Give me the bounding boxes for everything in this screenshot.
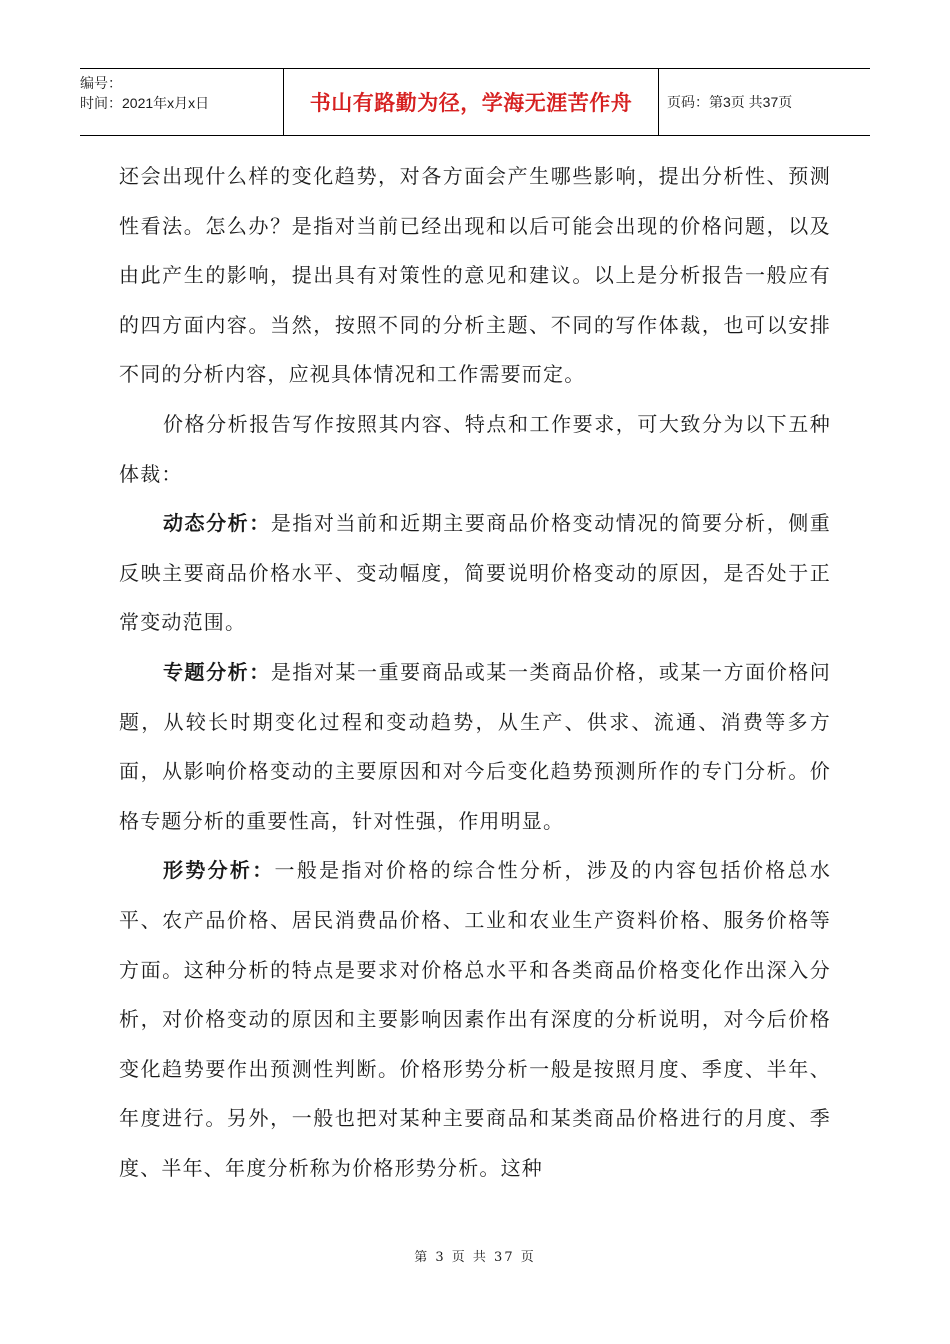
term-topic-analysis: 专题分析：	[163, 659, 271, 684]
paragraph-situation-analysis	[119, 846, 831, 1193]
paragraph-1: 还会出现什么样的变化趋势，对各方面会产生哪些影响，提出分析性、预测性看法。怎么办？是指对当前已经出现和以后可能会出现的价格问题，以及由此产生的影响，提出具有对策性的意见和建议。以上是分析报告一般应有的四方面内容。当然，按照不同的分析主题、不同的写作体裁，也可以安排不同的分析内容，应视具体情况和工作需要而定。	[119, 164, 831, 387]
term-situation-analysis: 形势分析：	[163, 858, 275, 883]
text-situation-analysis: 一般是指对价格的综合性分析，涉及的内容包括价格总水平、农产品价格、居民消费品价格、工业和农业生产资料价格、服务价格等方面。这种分析的特点是要求对价格总水平和各类商品价格变化作出深入分析，对价格变动的原因和主要影响因素作出有深度的分析说明，对今后价格变化趋势要作出预测性判断。价格形势分析一般是按照月度、季度、半年、年度进行。另外，一般也把对某种主要商品和某类商品价格进行的月度、季度、半年、年度分析称为价格形势分析。这种	[119, 858, 832, 1180]
header-page-info: 页码：第3页 共37页	[667, 94, 793, 110]
paragraph-dynamic-analysis	[119, 499, 831, 648]
header-number-label: 编号：	[80, 75, 122, 91]
term-dynamic-analysis: 动态分析：	[163, 511, 271, 536]
document-body	[119, 152, 831, 1193]
header-meta	[80, 69, 283, 135]
header-motto: 书山有路勤为径，学海无涯苦作舟	[283, 69, 659, 135]
text-dynamic-analysis: 是指对当前和近期主要商品价格变动情况的简要分析，侧重反映主要商品价格水平、变动幅度，简要说明价格变动的原因，是否处于正常变动范围。	[119, 511, 832, 635]
paragraph-2: 价格分析报告写作按照其内容、特点和工作要求，可大致分为以下五种体裁：	[119, 411, 831, 486]
page-header	[80, 68, 870, 136]
header-date-label: 时间：2021年x月x日	[80, 95, 210, 111]
text-topic-analysis: 是指对某一重要商品或某一类商品价格，或某一方面价格问题，从较长时期变化过程和变动趋势，从生产、供求、流通、消费等多方面，从影响价格变动的主要原因和对今后变化趋势预测所作的专门分析。价格专题分析的重要性高，针对性强，作用明显。	[119, 659, 832, 833]
page-footer: 第 3 页 共 37 页	[414, 1250, 536, 1265]
paragraph-topic-analysis	[119, 648, 831, 846]
